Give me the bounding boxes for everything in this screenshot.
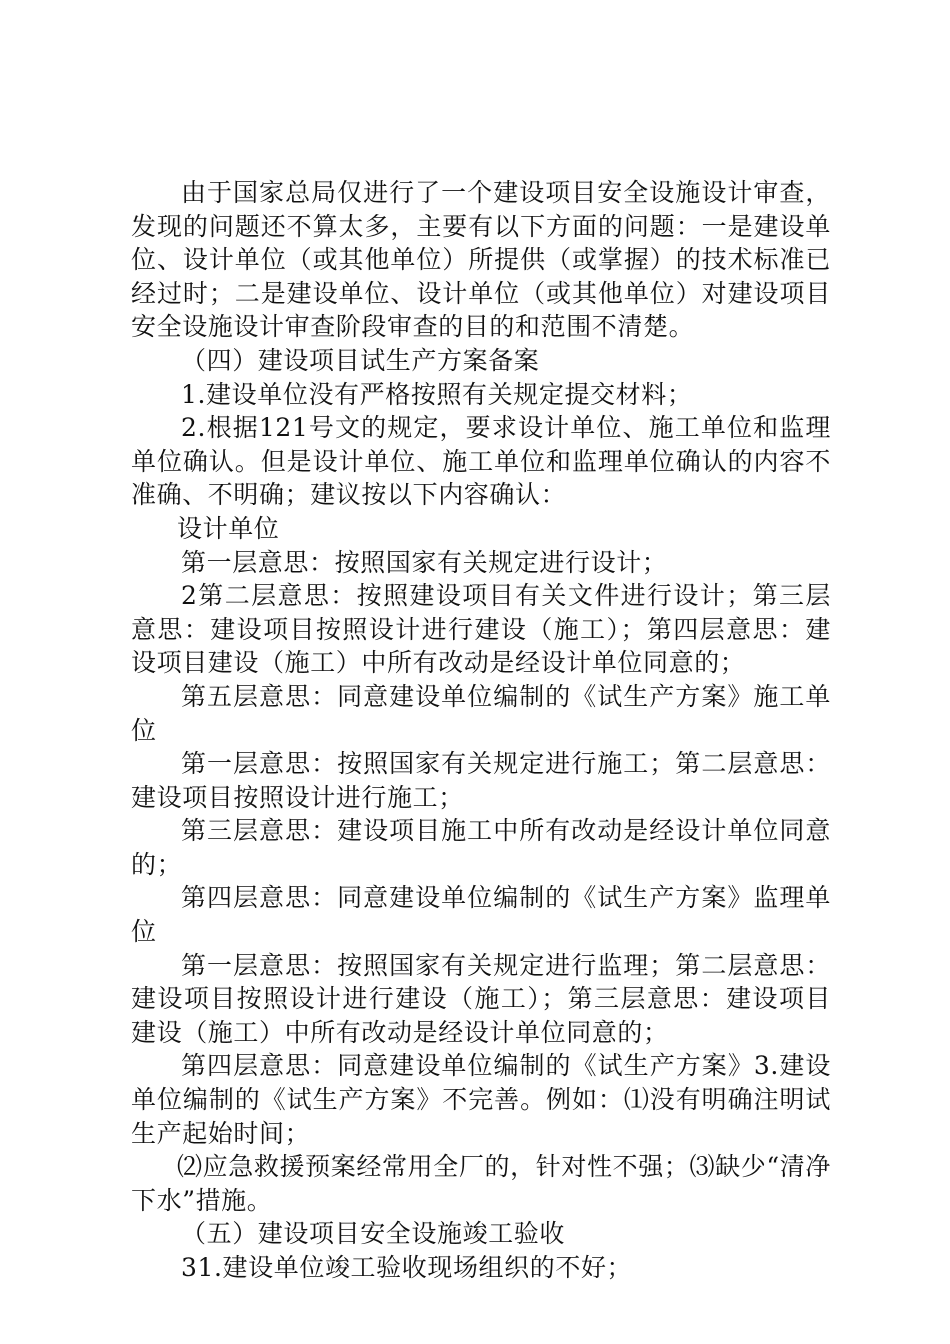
section-heading-4: （四）建设项目试生产方案备案	[181, 345, 540, 375]
paragraph-construction-meaning-4: 第四层意思：同意建设单位编制的《试生产方案》监理单位	[131, 883, 831, 947]
paragraph-supervision-meaning-4: 第四层意思：同意建设单位编制的《试生产方案》3.建设单位编制的《试生产方案》不完善。例如：⑴没有明确注明试生产起始时间；	[131, 1051, 831, 1148]
paragraph-acceptance-item: 31.建设单位竣工验收现场组织的不好；	[181, 1253, 633, 1282]
paragraph-supervision-meaning-1: 第一层意思：按照国家有关规定进行监理；第二层意思：建设项目按照设计进行建设（施工）；第三层意思：建设项目建设（施工）中所有改动是经设计单位同意的；	[131, 950, 831, 1047]
paragraph-findings: 由于国家总局仅进行了一个建设项目安全设施设计审查，发现的问题还不算太多，主要有以下方面的问题：一是建设单位、设计单位（或其他单位）所提供（或掌握）的技术标准已经过时；二是建设单位、设计单位（或其他单位）对建设项目安全设施设计审查阶段审查的目的和范围不清楚。	[131, 178, 831, 342]
paragraph-item-1: 1.建设单位没有严格按照有关规定提交材料；	[181, 379, 693, 409]
paragraph-construction-meaning-1: 第一层意思：按照国家有关规定进行施工；第二层意思：建设项目按照设计进行施工；	[131, 749, 831, 812]
paragraph-emergency-plan: ⑵应急救援预案经常用全厂的，针对性不强；⑶缺少“清净下水”措施。	[131, 1152, 831, 1215]
paragraph-design-meaning-2: 2第二层意思：按照建设项目有关文件进行设计；第三层意思：建设项目按照设计进行建设（施工）；第四层意思：建设项目建设（施工）中所有改动是经设计单位同意的；	[131, 581, 831, 678]
paragraph-design-unit: 设计单位	[177, 513, 280, 543]
document-body	[131, 176, 831, 1285]
paragraph-design-meaning-5: 第五层意思：同意建设单位编制的《试生产方案》施工单位	[131, 681, 831, 745]
paragraph-item-2: 2.根据121号文的规定，要求设计单位、施工单位和监理单位确认。但是设计单位、施工单位和监理单位确认的内容不准确、不明确；建议按以下内容确认：	[131, 413, 831, 510]
section-heading-5: （五）建设项目安全设施竣工验收	[181, 1219, 566, 1249]
paragraph-construction-meaning-3: 第三层意思：建设项目施工中所有改动是经设计单位同意的；	[131, 816, 831, 879]
paragraph-design-meaning-1: 第一层意思：按照国家有关规定进行设计；	[181, 547, 668, 577]
